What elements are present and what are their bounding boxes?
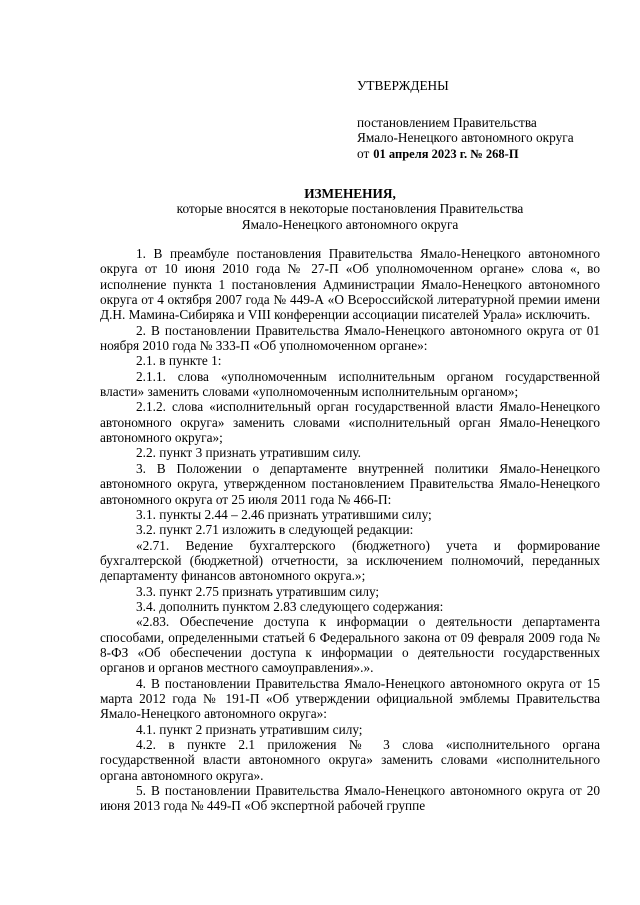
approval-line: Ямало-Ненецкого автономного округа xyxy=(357,130,574,145)
document-body xyxy=(100,246,600,814)
paragraph: 3.2. пункт 2.71 изложить в следующей редакции: xyxy=(136,522,414,538)
paragraph: 5. В постановлении Правительства Ямало-Ненецкого автономного округа от 20 июня 2013 года № 449-П «Об экспертной рабочей группе xyxy=(100,783,600,814)
approval-date-line xyxy=(357,146,627,163)
paragraph: 2. В постановлении Правительства Ямало-Ненецкого автономного округа от 01 ноября 2010 года № 333-П «Об уполномоченном органе»: xyxy=(100,322,600,354)
paragraph: «2.83. Обеспечение доступа к информации о деятельности департамента способами, определенными статьей 6 Федерального закона от 09 февраля 2009 года № 8-ФЗ «Об обеспечении доступа к информации о деятельности государственных органов и органов местного самоуправления».». xyxy=(100,614,600,676)
approval-line: постановлением Правительства xyxy=(357,114,537,130)
date-prefix: от xyxy=(357,145,370,161)
paragraph: 4.2. в пункте 2.1 приложения № 3 слова «исполнительного органа государственной власти автономного округа» заменить словами «исполнительного органа автономного округа». xyxy=(100,737,600,783)
paragraph: 3.3. пункт 2.75 признать утратившим силу; xyxy=(136,583,380,599)
paragraph: 1. В преамбуле постановления Правительства Ямало-Ненецкого автономного округа от 10 июня 2010 года № 27-П «Об уполномоченном органе» слова «, во исполнение пункта 1 постановления Администрации Ямало-Ненецкого автономного округа от 4 октября 2007 года № 449-А «О Всероссийской литературной премии имени Д.Н. Мамина-Сибиряка и VIII конференции ассоциации писателей Урала» исключить. xyxy=(100,246,600,323)
paragraph: 3.1. пункты 2.44 – 2.46 признать утратившими силу; xyxy=(136,506,432,522)
document-subtitle: которые вносятся в некоторые постановления Правительства xyxy=(176,201,524,217)
paragraph: 3. В Положении о департаменте внутренней политики Ямало-Ненецкого автономного округа, утвержденном постановлением Правительства Ямало-Ненецкого автономного округа от 25 июля 2011 года № 466-П: xyxy=(100,460,600,507)
paragraph: «2.71. Ведение бухгалтерского (бюджетного) учета и формирование бухгалтерской (бюджетной) отчетности, за исключением полномочий, переданных департаменту финансов автономного округа.»; xyxy=(100,537,600,584)
document-date-number: 01 апреля 2023 г. № 268-П xyxy=(373,146,519,161)
approval-stamp: УТВЕРЖДЕНЫ xyxy=(357,78,449,93)
approval-block xyxy=(357,78,627,162)
paragraph: 2.1.2. слова «исполнительный орган государственной власти Ямало-Ненецкого автономного округа» заменить словами «исполнительный орган Ямало-Ненецкого автономного округа»; xyxy=(100,399,600,446)
paragraph: 2.1.1. слова «уполномоченным исполнительным органом государственной власти» заменить словами «уполномоченным исполнительным органом»; xyxy=(100,368,600,400)
paragraph: 2.2. пункт 3 признать утратившим силу. xyxy=(136,445,361,461)
document-header xyxy=(100,186,600,232)
paragraph: 4.1. пункт 2 признать утратившим силу; xyxy=(136,721,363,737)
paragraph: 3.4. дополнить пунктом 2.83 следующего содержания: xyxy=(136,598,444,614)
paragraph: 2.1. в пункте 1: xyxy=(136,353,222,369)
document-title: ИЗМЕНЕНИЯ, xyxy=(304,186,396,201)
document-subtitle: Ямало-Ненецкого автономного округа xyxy=(241,216,459,232)
paragraph: 4. В постановлении Правительства Ямало-Ненецкого автономного округа от 15 марта 2012 года № 191-П «Об утверждении официальной эмблемы Правительства Ямало-Ненецкого автономного округа»: xyxy=(100,675,600,722)
